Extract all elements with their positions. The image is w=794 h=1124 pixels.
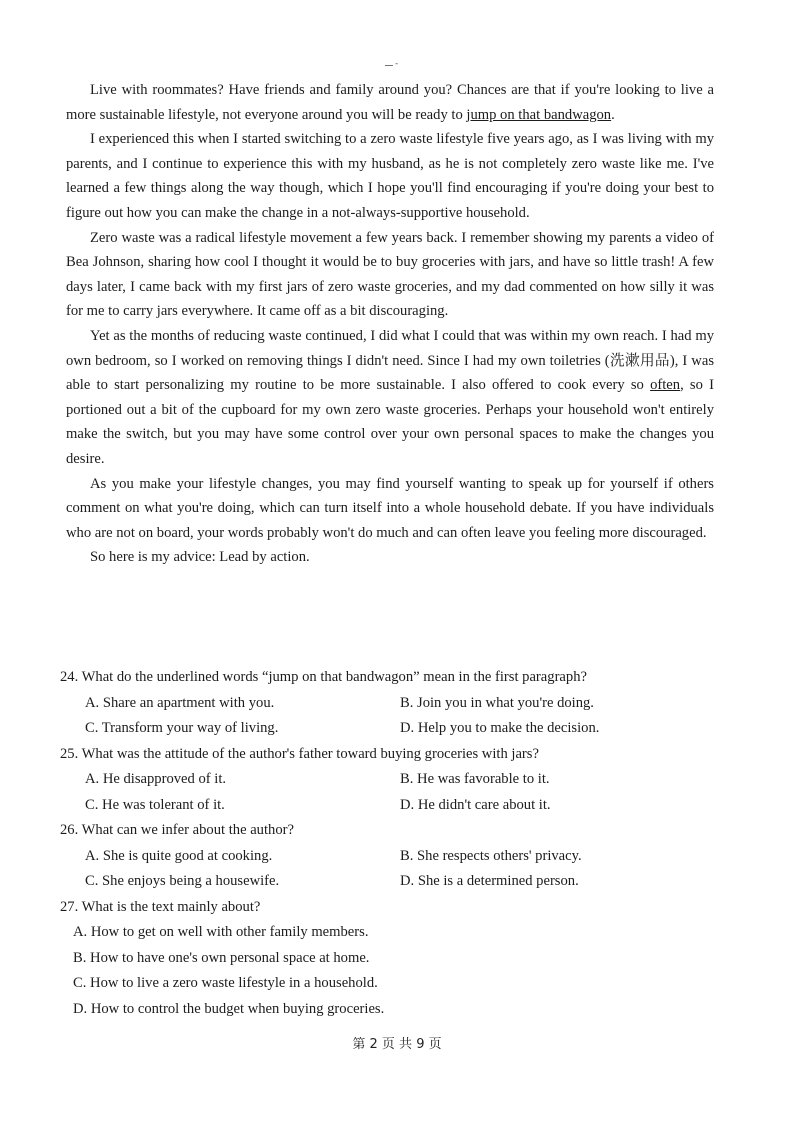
paragraph-3: Zero waste was a radical lifestyle movement a few years back. I remember showing my parents a video of Bea Johnson, sharing how cool I thought it would be to buy groceries with jars, and have so little trash! A few days later, I came back with my first jars of zero waste groceries, and my dad commented on how silly it was for me to carry jars everywhere. It came off as a bit discouraging. (66, 229, 714, 320)
option-a: A. She is quite good at cooking. (85, 847, 273, 864)
option-d: D. He didn't care about it. (400, 796, 551, 813)
paragraph-1-text-a: Live with roommates? Have friends and family around you? Chances are that if you're looking to live a more sustainable lifestyle, not everyone around you will be ready to (66, 82, 714, 123)
question-stem: 25. What was the attitude of the author's father toward buying groceries with jars? (60, 745, 539, 762)
option-grid (60, 844, 710, 895)
paragraph-4 (66, 324, 714, 472)
underlined-word: often (650, 377, 681, 394)
question-24 (60, 665, 710, 742)
option-a: A. He disapproved of it. (85, 771, 227, 787)
option-b: B. He was favorable to it. (400, 771, 550, 787)
option-list (60, 920, 710, 1022)
option-b: B. How to have one's own personal space at home. (73, 949, 370, 966)
question-stem: 26. What can we infer about the author? (60, 822, 294, 838)
underlined-phrase: jump on that bandwagon (466, 106, 612, 123)
page-number-footer: 第 2 页 共 9 页 (352, 1037, 442, 1052)
option-c: C. She enjoys being a housewife. (85, 873, 280, 889)
option-a: A. How to get on well with other family members. (73, 924, 369, 940)
paragraph-4-text-a: Yet as the months of reducing waste continued, I did what I could that was within my own reach. I had my own bedroom, so I worked on removing things I didn't need. Since I had my own toiletries (洗漱用品), I was able to start personalizing my routine to be more sustainable. I also offered to cook every so (66, 327, 714, 394)
option-d: D. How to control the budget when buying groceries. (73, 1000, 385, 1017)
question-25 (60, 742, 710, 819)
top-scan-mark: ـــ - (385, 58, 399, 68)
paragraph-6: So here is my advice: Lead by action. (90, 549, 310, 566)
option-b: B. Join you in what you're doing. (400, 694, 594, 711)
paragraph-5: As you make your lifestyle changes, you may find yourself wanting to speak up for yourself if others comment on what you're doing, which can turn itself into a whole household debate. If you have individuals who are not on board, your words probably won't do much and can often leave you feeling more discouraged. (66, 475, 714, 541)
question-stem: 24. What do the underlined words “jump on that bandwagon” mean in the first paragraph? (60, 669, 587, 685)
paragraph-4-text-b: , so I portioned out a bit of the cupboard for my own zero waste groceries. Perhaps your household won't entirely make the switch, but you may have some control over your own personal spaces to make the changes you desire. (66, 377, 714, 467)
paragraph-1 (66, 78, 714, 127)
option-b: B. She respects others' privacy. (400, 847, 582, 864)
option-d: D. She is a determined person. (400, 873, 579, 889)
option-c: C. He was tolerant of it. (85, 796, 225, 813)
question-stem: 27. What is the text mainly about? (60, 898, 261, 915)
option-grid (60, 691, 710, 742)
question-26 (60, 818, 710, 895)
option-d: D. Help you to make the decision. (400, 720, 600, 736)
question-27 (60, 895, 710, 1023)
paragraph-1-text-b: . (611, 106, 615, 123)
reading-passage (66, 78, 714, 570)
question-list (60, 665, 710, 1022)
option-c: C. How to live a zero waste lifestyle in a household. (73, 975, 378, 991)
option-a: A. Share an apartment with you. (85, 694, 275, 711)
option-c: C. Transform your way of living. (85, 720, 279, 736)
option-grid (60, 767, 710, 818)
paragraph-2: I experienced this when I started switching to a zero waste lifestyle five years ago, as I was living with my parents, and I continue to experience this with my husband, as he is not completely zero waste like me. I've learned a few things along the way though, which I hope you'll find encouraging if you're doing your best to figure out how you can make the change in a not-always-supportive household. (66, 131, 714, 221)
